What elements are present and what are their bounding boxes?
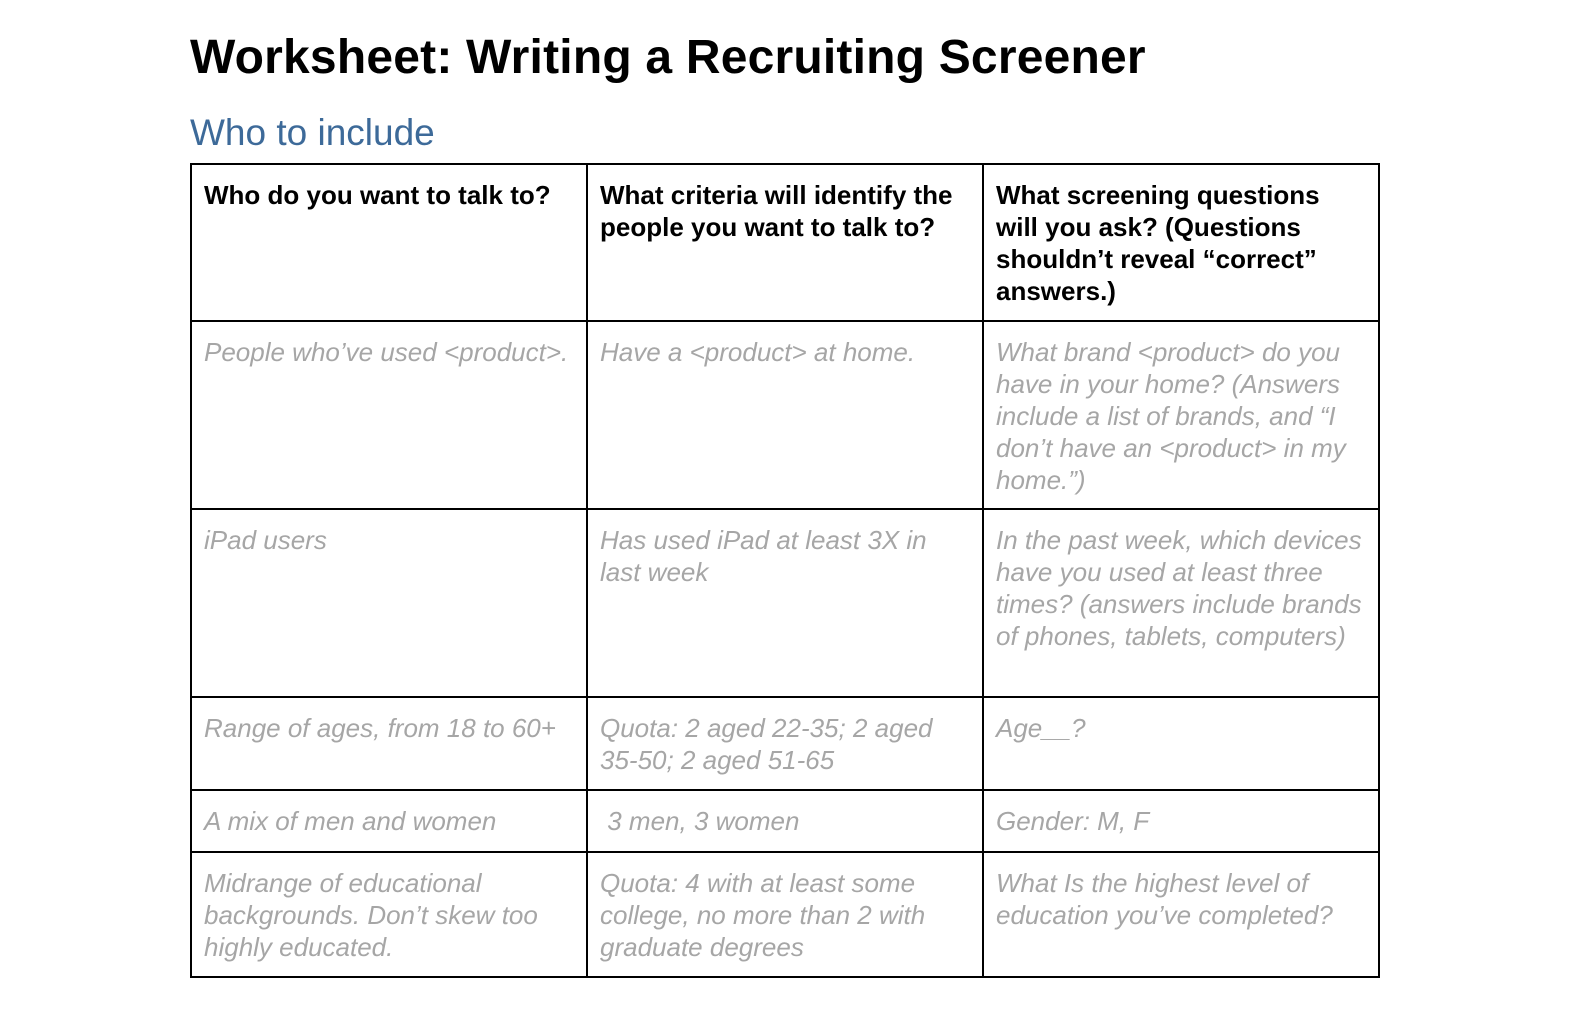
cell-who: Midrange of educational backgrounds. Don’t skew too highly educated. [191,852,587,977]
cell-criteria: Quota: 4 with at least some college, no more than 2 with graduate degrees [587,852,983,977]
table-header-row [191,164,1379,321]
cell-who: iPad users [191,509,587,697]
cell-questions: What Is the highest level of education you’ve completed? [983,852,1379,977]
table-row [191,321,1379,509]
cell-criteria: Have a <product> at home. [587,321,983,509]
page-title: Worksheet: Writing a Recruiting Screener [190,31,1146,84]
cell-questions: Age__? [983,697,1379,790]
table-row [191,509,1379,697]
section-heading: Who to include [190,112,435,153]
header-questions: What screening questions will you ask? (Questions shouldn’t reveal “correct” answers.) [983,164,1379,321]
table-row [191,790,1379,852]
header-criteria: What criteria will identify the people you want to talk to? [587,164,983,321]
table-row [191,697,1379,790]
header-who: Who do you want to talk to? [191,164,587,321]
cell-who: People who’ve used <product>. [191,321,587,509]
screener-table [190,163,1380,978]
cell-questions: Gender: M, F [983,790,1379,852]
table-row [191,852,1379,977]
cell-questions: In the past week, which devices have you used at least three times? (answers include brands of phones, tablets, computers) [983,509,1379,697]
cell-criteria: 3 men, 3 women [587,790,983,852]
cell-who: Range of ages, from 18 to 60+ [191,697,587,790]
cell-criteria: Has used iPad at least 3X in last week [587,509,983,697]
cell-who: A mix of men and women [191,790,587,852]
cell-questions: What brand <product> do you have in your home? (Answers include a list of brands, and “I don’t have an <product> in my home.”) [983,321,1379,509]
cell-criteria: Quota: 2 aged 22-35; 2 aged 35-50; 2 aged 51-65 [587,697,983,790]
